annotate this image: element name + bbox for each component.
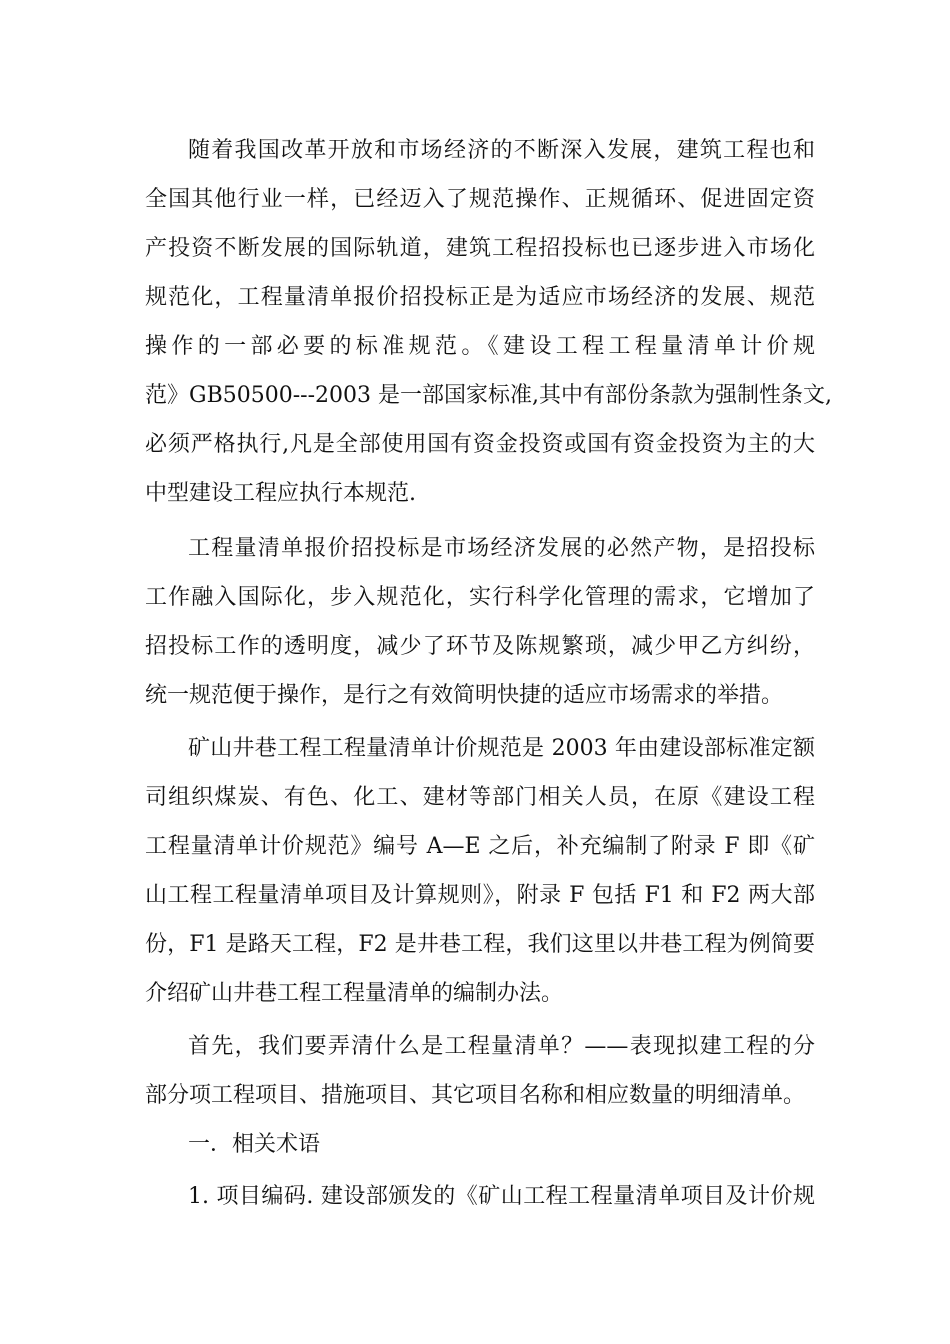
- paragraph-1-line-1: 随着我国改革开放和市场经济的不断深入发展，建筑工程也和: [188, 138, 815, 163]
- section-heading: 一．相关术语: [188, 1132, 321, 1157]
- paragraph-2-line-3: 招投标工作的透明度，减少了环节及陈规繁琐，减少甲乙方纠纷，: [145, 634, 815, 659]
- paragraph-3-line-1: 矿山井巷工程工程量清单计价规范是 2003 年由建设部标准定额: [188, 736, 815, 761]
- paragraph-2-line-2: 工作融入国际化，步入规范化，实行科学化管理的需求，它增加了: [145, 585, 815, 610]
- paragraph-1-line-5: 操作的一部必要的标准规范。《建设工程工程量清单计价规: [145, 334, 815, 359]
- paragraph-3-line-4: 山工程工程量清单项目及计算规则》，附录 F 包括 F1 和 F2 两大部: [145, 883, 815, 908]
- paragraph-1-line-3: 产投资不断发展的国际轨道，建筑工程招投标也已逐步进入市场化: [145, 236, 815, 261]
- paragraph-3-line-3: 工程量清单计价规范》编号 A—E 之后，补充编制了附录 F 即《矿: [145, 834, 815, 859]
- paragraph-2-line-1: 工程量清单报价招投标是市场经济发展的必然产物，是招投标: [188, 536, 815, 561]
- paragraph-4-line-1: 首先，我们要弄清什么是工程量清单？——表现拟建工程的分: [188, 1034, 815, 1059]
- paragraph-1-line-8: 中型建设工程应执行本规范.: [145, 481, 416, 506]
- paragraph-1-line-6: 范》GB50500---2003 是一部国家标准,其中有部份条款为强制性条文,: [145, 383, 832, 408]
- paragraph-3-line-6: 介绍矿山井巷工程工程量清单的编制办法。: [145, 981, 564, 1006]
- paragraph-1-line-4: 规范化，工程量清单报价招投标正是为适应市场经济的发展、规范: [145, 285, 815, 310]
- paragraph-6-line-1: 1. 项目编码. 建设部颁发的《矿山工程工程量清单项目及计价规: [188, 1184, 815, 1209]
- paragraph-1-line-7: 必须严格执行,凡是全部使用国有资金投资或国有资金投资为主的大: [145, 432, 815, 457]
- paragraph-2-line-4: 统一规范便于操作，是行之有效简明快捷的适应市场需求的举措。: [145, 683, 784, 708]
- paragraph-1-line-2: 全国其他行业一样，已经迈入了规范操作、正规循环、促进固定资: [145, 187, 815, 212]
- paragraph-3-line-2: 司组织煤炭、有色、化工、建材等部门相关人员，在原《建设工程: [145, 785, 815, 810]
- paragraph-3-line-5: 份，F1 是路天工程，F2 是井巷工程，我们这里以井巷工程为例简要: [145, 932, 815, 957]
- paragraph-4-line-2: 部分项工程项目、措施项目、其它项目名称和相应数量的明细清单。: [145, 1083, 806, 1108]
